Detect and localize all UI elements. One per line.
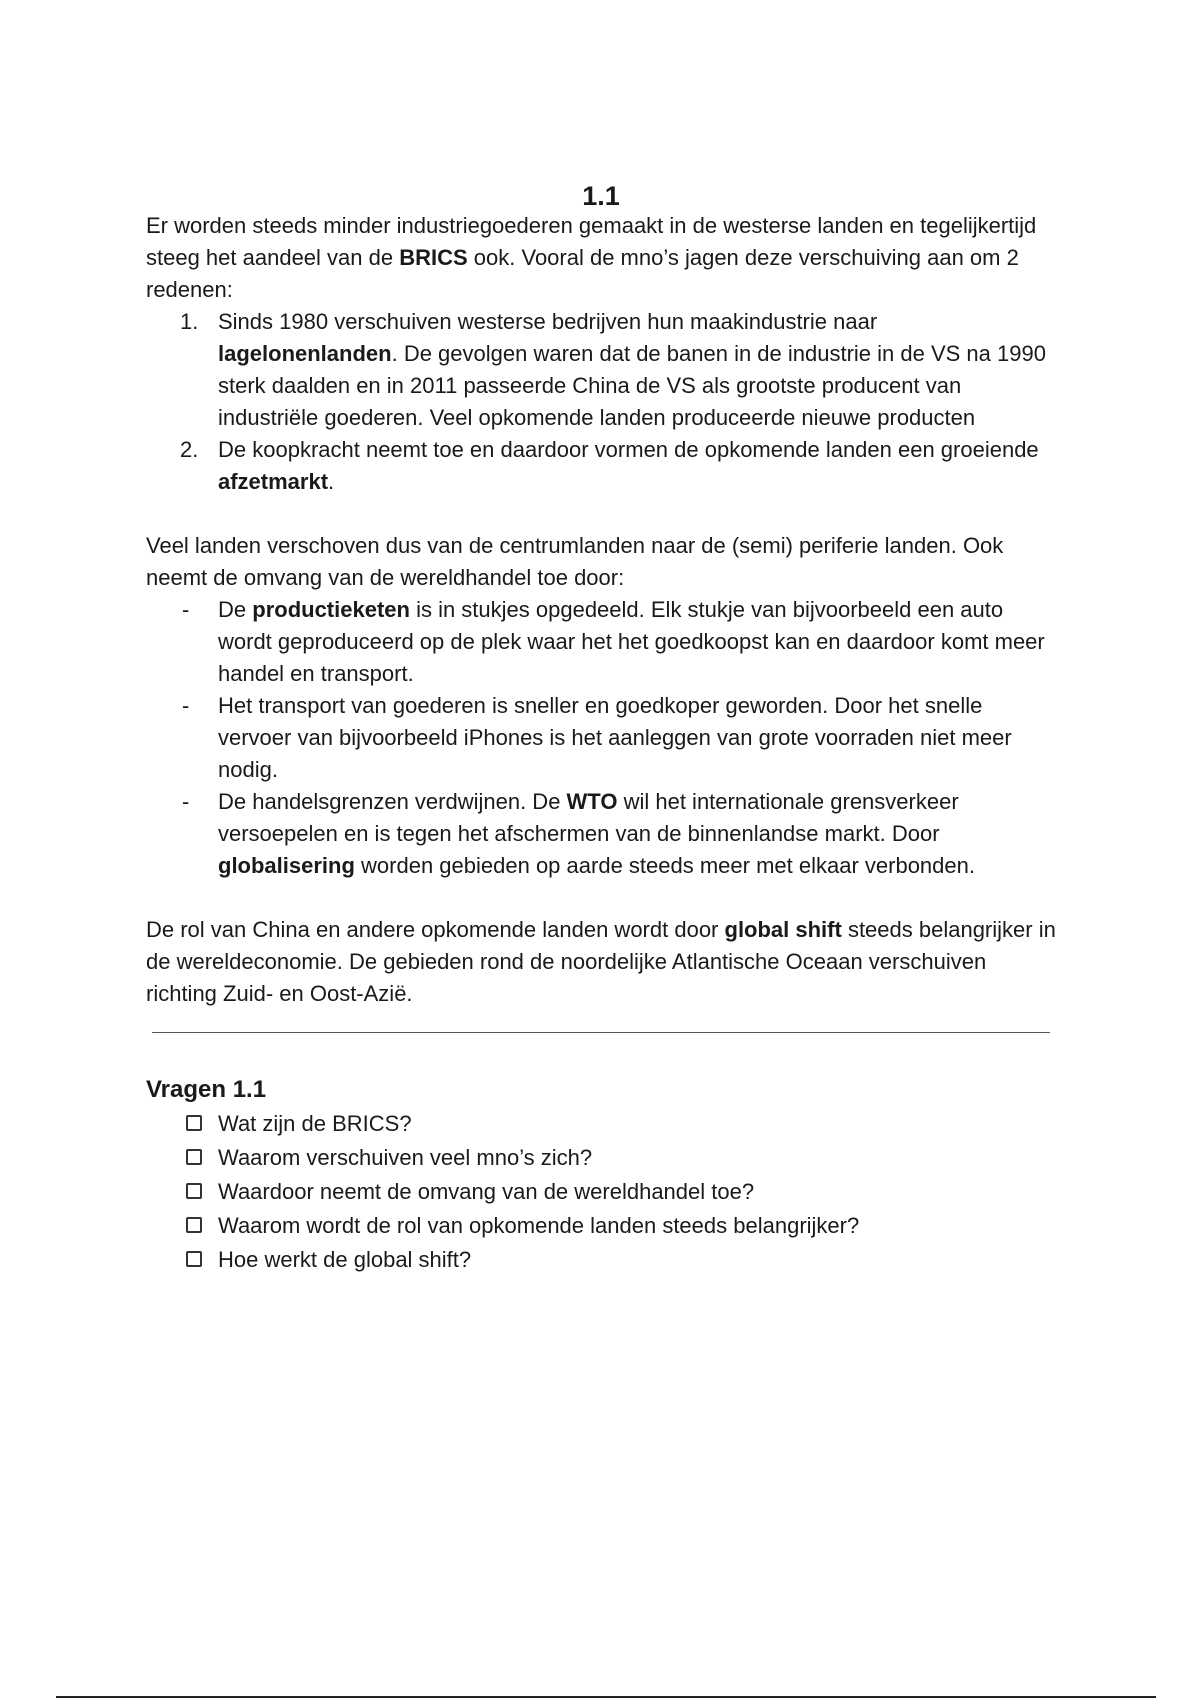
- dash-bullet: -: [182, 693, 190, 718]
- list-number: 1.: [180, 309, 199, 334]
- horizontal-divider: [152, 1032, 1050, 1033]
- spacer: [146, 882, 1056, 914]
- paragraph-3: [146, 914, 1056, 1010]
- text-run: steeds belangrijker in de wereldeconomie. De gebieden rond de noordelijke Atlantische Oceaan verschuiven richting Zuid- en Oost-Azië.: [146, 917, 1056, 1006]
- text-run: ook. Vooral de mno’s jagen deze verschuiving aan om 2 redenen:: [146, 245, 1019, 302]
- list-item: [146, 434, 1056, 498]
- question-text: Waardoor neemt de omvang van de wereldhandel toe?: [218, 1179, 755, 1204]
- bold-term-brics: BRICS: [399, 245, 468, 270]
- text-run: De: [218, 597, 253, 622]
- questions-checklist: [146, 1107, 1056, 1277]
- text-run: worden gebieden op aarde steeds meer met elkaar verbonden.: [354, 853, 975, 878]
- text-run: De rol van China en andere opkomende landen wordt door: [146, 917, 725, 942]
- checkbox[interactable]: [186, 1251, 202, 1267]
- text-run: De koopkracht neemt toe en daardoor vormen de opkomende landen een groeiende: [218, 437, 1039, 462]
- document-body: [146, 178, 1056, 1277]
- list-item: [146, 306, 1056, 434]
- list-number: 2.: [180, 437, 199, 462]
- checkbox[interactable]: [186, 1115, 202, 1131]
- text-run: is in stukjes opgedeeld. Elk stukje van bijvoorbeeld een auto wordt geproduceerd op de plek waar het het goedkoopst kan en daardoor komt meer handel en transport.: [218, 597, 1045, 686]
- question-text: Waarom verschuiven veel mno’s zich?: [218, 1145, 593, 1170]
- text-run: wil het internationale grensverkeer versoepelen en is tegen het afschermen van de binnenlandse markt. Door: [218, 789, 959, 846]
- bold-term-lagelonenlanden: lagelonenlanden: [218, 341, 392, 366]
- bold-term-productieketen: productieketen: [252, 597, 410, 622]
- paragraph-2: Veel landen verschoven dus van de centrumlanden naar de (semi) periferie landen. Ook neemt de omvang van de wereldhandel toe door:: [146, 533, 1004, 590]
- checkbox[interactable]: [186, 1183, 202, 1199]
- spacer: [146, 498, 1056, 530]
- question-text: Waarom wordt de rol van opkomende landen steeds belangrijker?: [218, 1213, 860, 1238]
- bold-term-global-shift: global shift: [724, 917, 842, 942]
- checklist-item: [146, 1141, 1056, 1175]
- text-run: Het transport van goederen is sneller en goedkoper geworden. Door het snelle vervoer van bijvoorbeeld iPhones is het aanleggen van grote voorraden niet meer nodig.: [218, 693, 1012, 782]
- question-text: Wat zijn de BRICS?: [218, 1111, 412, 1136]
- dash-bullet: -: [182, 789, 190, 814]
- page-bottom-border: [56, 1696, 1156, 1698]
- question-text: Hoe werkt de global shift?: [218, 1247, 472, 1272]
- page-title: 1.1: [582, 181, 620, 211]
- questions-heading: Vragen 1.1: [146, 1076, 267, 1103]
- causes-list: [146, 594, 1056, 882]
- reasons-list: [146, 306, 1056, 498]
- checklist-item: [146, 1107, 1056, 1141]
- bold-term-wto: WTO: [566, 789, 618, 814]
- list-item: [146, 690, 1056, 786]
- text-run: De handelsgrenzen verdwijnen. De: [218, 789, 567, 814]
- checkbox[interactable]: [186, 1149, 202, 1165]
- text-run: . De gevolgen waren dat de banen in de industrie in de VS na 1990 sterk daalden en in 2011 passeerde China de VS als grootste producent van industriële goederen. Veel opkomende landen produceerde nieuwe producten: [218, 341, 1046, 430]
- checklist-item: [146, 1243, 1056, 1277]
- checkbox[interactable]: [186, 1217, 202, 1233]
- text-run: Er worden steeds minder industriegoederen gemaakt in de westerse landen en tegelijkertijd steeg het aandeel van de: [146, 213, 1037, 270]
- list-item: [146, 786, 1056, 882]
- dash-bullet: -: [182, 597, 190, 622]
- list-item: [146, 594, 1056, 690]
- bold-term-afzetmarkt: afzetmarkt: [218, 469, 329, 494]
- text-run: Sinds 1980 verschuiven westerse bedrijven hun maakindustrie naar: [218, 309, 878, 334]
- checklist-item: [146, 1175, 1056, 1209]
- bold-term-globalisering: globalisering: [218, 853, 355, 878]
- checklist-item: [146, 1209, 1056, 1243]
- text-run: .: [328, 469, 335, 494]
- intro-paragraph: [146, 210, 1056, 306]
